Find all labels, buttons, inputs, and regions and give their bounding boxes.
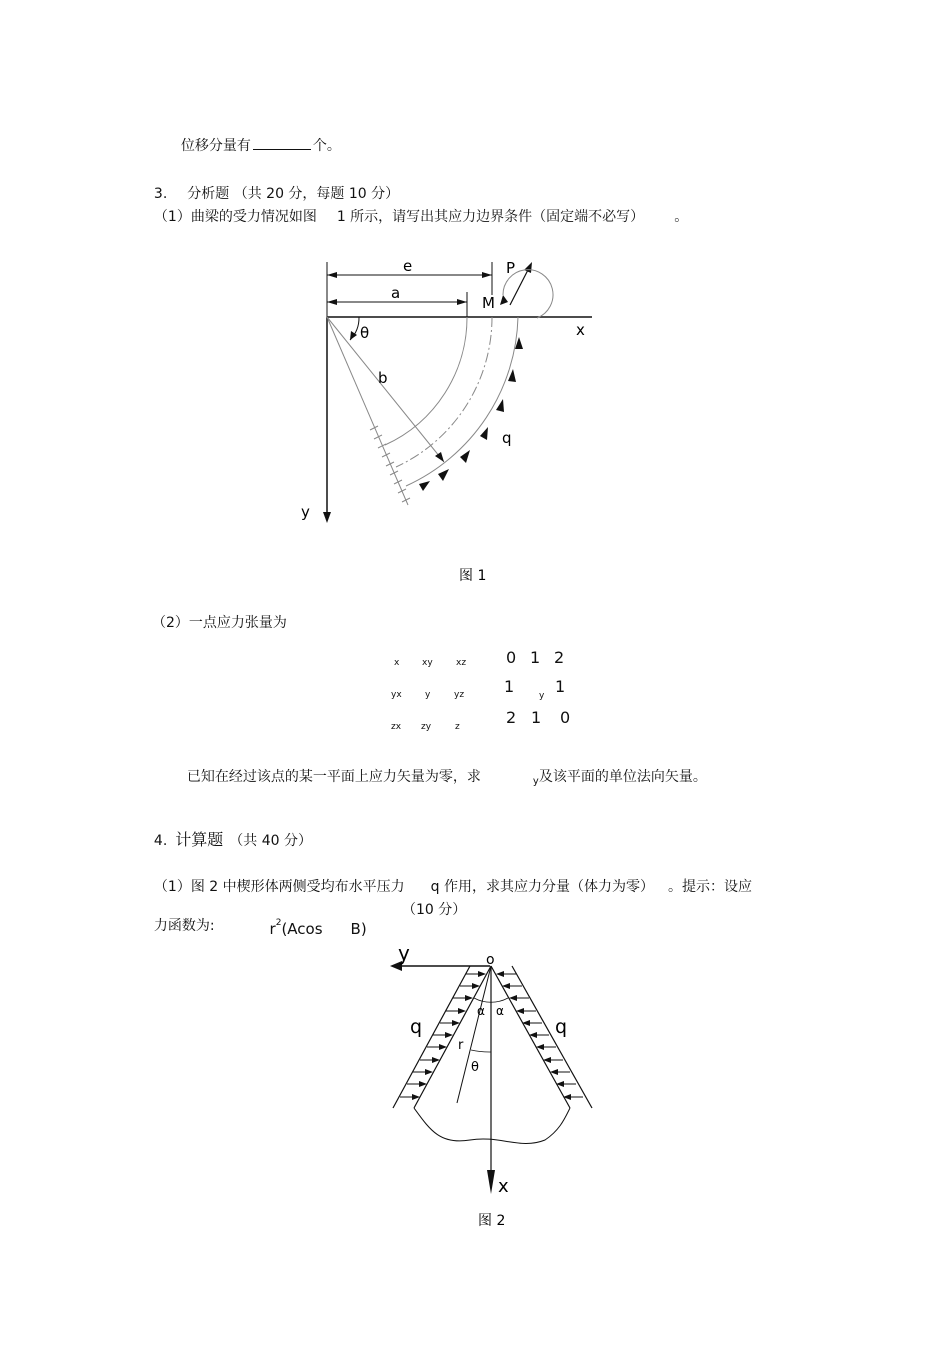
formula-body: (Acos [281,920,323,938]
fixed-end-hatch [370,426,410,502]
label-theta: θ [360,324,370,342]
figure-2 [390,941,592,1229]
tensor-symbol: xy [422,658,433,668]
tensor-value: 1 [504,677,515,696]
question2-ask [178,753,707,787]
fig2-label-alpha-left: α [477,1004,485,1018]
section4-heading [145,816,312,849]
fig2-label-alpha-right: α [496,1004,504,1018]
line1-after: 个。 [312,138,341,154]
tensor-value: 0 [560,708,571,727]
y-axis-arrow [323,512,331,523]
section4-title: 计算题 [175,830,224,849]
tensor-symbol: x [394,658,400,668]
fig2-label-o: o [486,952,495,968]
wedge-left-face [414,966,491,1108]
q3-line1-a: （1）图 2 中楔形体两侧受均布水平压力 [153,879,405,895]
wedge-break-line [414,1108,570,1144]
inner-arc [385,317,467,445]
section4-number: 4. [153,833,168,849]
question3-line2 [145,902,215,934]
q2b-symbol: y [532,776,539,787]
tensor-symbol: xz [456,658,467,668]
tensor-value: 1 [531,708,542,727]
fig2-right-load [498,974,583,1097]
fig2-label-q-right: q [555,1016,568,1038]
section3-number: 3. [153,186,168,202]
fig2-label-r: r [458,1038,464,1053]
tensor-symbol: z [455,722,460,732]
radius-b-line [327,317,444,462]
tensor-symbol: zx [391,722,402,732]
q1-part-b: 1 所示，请写出其应力边界条件（固定端不必写） [336,209,645,225]
tensor-value: 1 [555,677,566,696]
formula-r: r [269,920,276,938]
label-e: e [403,257,413,275]
formula-sup: 2 [275,918,282,928]
q3-line1-b: q 作用，求其应力分量（体力为零） [430,879,654,895]
stress-function-formula [260,902,367,937]
fig2-label-x: x [498,1176,509,1197]
tensor-symbol: yx [391,690,402,700]
center-arc [396,317,492,467]
tensor-value: 1 [530,648,541,667]
figure2-caption: 图 2 [478,1213,506,1229]
formula-B: B) [350,920,367,938]
outer-arc [406,317,518,486]
fig2-label-theta: θ [471,1060,479,1075]
label-a: a [391,284,401,302]
tensor-value: 2 [506,708,517,727]
label-q: q [502,429,512,447]
tensor-symbol: y [425,690,431,700]
label-b: b [378,369,388,387]
tensor-value: y [539,691,545,701]
question2-text: （2）一点应力张量为 [152,615,287,631]
figure1-caption: 图 1 [459,568,487,584]
q1-part-a: （1）曲梁的受力情况如图 [153,209,317,225]
label-y: y [301,503,310,521]
section3-title: 分析题 （共 20 分，每题 10 分） [187,186,400,202]
question3-line1 [145,863,752,895]
q3-line1-c: 。提示：设应 [667,879,752,895]
label-x: x [576,321,585,339]
q2b-part-c: 及该平面的单位法向矢量。 [538,769,707,785]
fig2-label-q-left: q [410,1016,423,1038]
tensor-value: 0 [506,648,517,667]
fixed-end-line [327,317,408,505]
label-P: P [506,259,516,277]
question3-score: （10 分） [402,902,467,918]
line1-before: 位移分量有 [180,138,251,154]
fig2-label-y: y [398,941,410,965]
q-load-arrows [419,337,523,491]
q2b-part-a: 已知在经过该点的某一平面上应力矢量为零，求 [186,769,481,785]
q3-line2-a: 力函数为: [153,918,215,934]
section4-extra: （共 40 分） [229,833,312,849]
tensor-symbol: zy [421,722,432,732]
tensor-value: 2 [554,648,565,667]
tensor-symbol: yz [454,690,465,700]
label-M: M [482,294,495,312]
q1-part-c: 。 [674,209,689,225]
